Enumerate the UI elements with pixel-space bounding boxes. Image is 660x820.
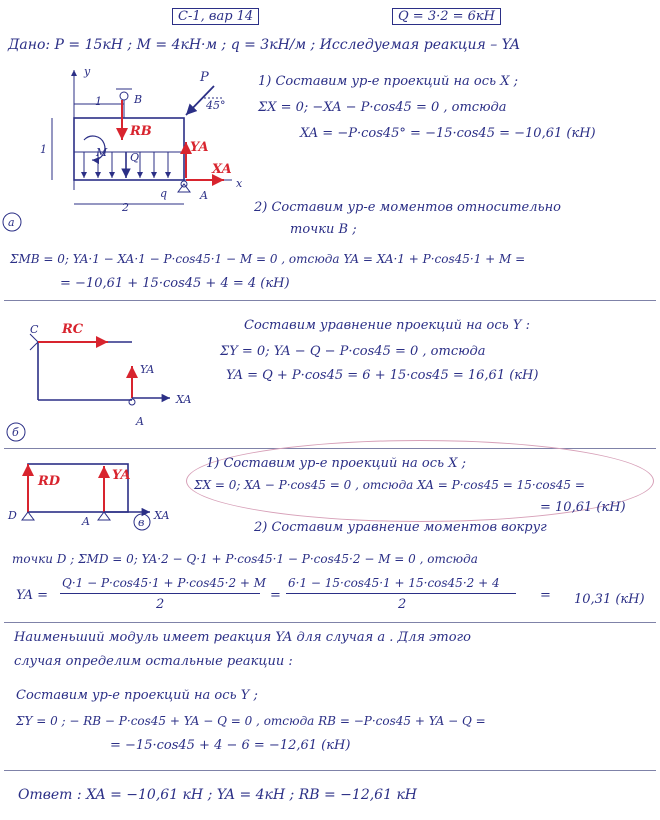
load-q-label: Q bbox=[130, 151, 140, 164]
case-c-step1-eq2: = 10,61 (кН) bbox=[540, 500, 626, 515]
point-a-c-label: A bbox=[82, 515, 90, 528]
point-c-label: C bbox=[30, 323, 39, 336]
load-qq-label: q bbox=[160, 187, 168, 200]
q-calculation: Q = 3·2 = 6кН bbox=[392, 8, 501, 25]
case-c-label: в bbox=[138, 516, 145, 529]
reaction-rb-label: RB bbox=[130, 124, 152, 139]
fraction-1-denominator: 2 bbox=[156, 597, 165, 612]
case-c-result: 10,31 (кН) bbox=[574, 592, 645, 607]
equals-sign-1: = bbox=[270, 588, 281, 603]
case-a-step1-title: 1) Составим ур-е проекций на ось X ; bbox=[258, 74, 518, 89]
fraction-2-denominator: 2 bbox=[398, 597, 407, 612]
case-a-step1-eq2: XA = −P·cos45° = −15·cos45 = −10,61 (кН) bbox=[300, 126, 596, 141]
case-a-step2-title-b: точки B ; bbox=[290, 222, 357, 237]
point-b-label: B bbox=[134, 93, 143, 106]
case-b-eq2: YA = Q + P·cos45 = 6 + 15·cos45 = 16,61 (кН) bbox=[226, 368, 539, 383]
dim-top: 1 bbox=[95, 95, 102, 108]
reaction-ya-b-label: YA bbox=[140, 363, 155, 376]
point-a-label: A bbox=[200, 189, 208, 202]
case-a-step2-title: 2) Составим ур-е моментов относительно bbox=[254, 200, 561, 215]
angle-label: 45° bbox=[206, 99, 226, 112]
reaction-xa-b-label: XA bbox=[176, 393, 192, 406]
case-b-title: Составим уравнение проекций на ось Y : bbox=[244, 318, 530, 333]
conclusion-step-title: Составим ур-е проекций на ось Y ; bbox=[16, 688, 258, 703]
given-line: Дано: P = 15кН ; M = 4кН·м ; q = 3кН/м ; Исследуемая реакция – YA bbox=[8, 37, 520, 53]
axis-y-label: y bbox=[84, 65, 91, 78]
fraction-2-numerator: 6·1 − 15·cos45·1 + 15·cos45·2 + 4 bbox=[288, 576, 500, 590]
final-answer: Ответ : XA = −10,61 кН ; YA = 4кН ; RB = −12,61 кН bbox=[18, 787, 418, 803]
variant-label: С-1, вар 14 bbox=[172, 8, 259, 25]
axis-x-label: x bbox=[236, 177, 243, 190]
force-p-label: P bbox=[200, 70, 209, 85]
case-c-step1-eq1: ΣX = 0; XA − P·cos45 = 0 , отсюда XA = P·cos45 = 15·cos45 = bbox=[194, 478, 585, 492]
fraction-2-bar bbox=[286, 593, 516, 594]
reaction-xa-label: XA bbox=[212, 162, 232, 177]
fraction-1-numerator: Q·1 − P·cos45·1 + P·cos45·2 + M bbox=[62, 576, 267, 590]
point-d-label: D bbox=[8, 509, 17, 522]
reaction-ya-label: YA bbox=[190, 140, 209, 155]
case-c-step2-title: 2) Составим уравнение моментов вокруг bbox=[254, 520, 547, 535]
divider-3 bbox=[4, 622, 656, 623]
dim-bottom: 2 bbox=[122, 201, 129, 214]
reaction-xa-c-label: XA bbox=[154, 509, 170, 522]
fraction-1-bar bbox=[60, 593, 260, 594]
point-a-b-label: A bbox=[136, 415, 144, 428]
conclusion-eq-2: = −15·cos45 + 4 − 6 = −12,61 (кН) bbox=[110, 738, 351, 753]
conclusion-line-1: Наименьший модуль имеет реакция YA для случая а . Для этого bbox=[14, 630, 471, 645]
case-c-step2-eq1: точки D ; ΣMD = 0; YA·2 − Q·1 + P·cos45·1 − P·cos45·2 − M = 0 , отсюда bbox=[12, 552, 478, 566]
dim-left: 1 bbox=[40, 143, 47, 156]
case-c-step1-title: 1) Составим ур-е проекций на ось X ; bbox=[206, 456, 466, 471]
reaction-ya-c-label: YA bbox=[112, 468, 131, 483]
conclusion-eq-1: ΣY = 0 ; − RB − P·cos45 + YA − Q = 0 , отсюда RB = −P·cos45 + YA − Q = bbox=[16, 714, 486, 728]
reaction-rc-label: RC bbox=[62, 322, 84, 337]
case-b-eq1: ΣY = 0; YA − Q − P·cos45 = 0 , отсюда bbox=[220, 344, 486, 359]
conclusion-line-2: случая определим остальные реакции : bbox=[14, 654, 293, 669]
divider-4 bbox=[4, 770, 656, 771]
case-a-step1-eq1: ΣX = 0; −XA − P·cos45 = 0 , отсюда bbox=[258, 100, 507, 115]
moment-label: M bbox=[96, 146, 108, 159]
ya-prefix: YA = bbox=[16, 588, 48, 603]
case-a-label: а bbox=[8, 216, 15, 229]
case-a-step2-eq2: = −10,61 + 15·cos45 + 4 = 4 (кН) bbox=[60, 276, 290, 291]
equals-sign-2: = bbox=[540, 588, 551, 603]
reaction-rd-label: RD bbox=[38, 474, 61, 489]
case-a-step2-eq1: ΣMB = 0; YA·1 − XA·1 − P·cos45·1 − M = 0 , отсюда YA = XA·1 + P·cos45·1 + M = bbox=[10, 252, 526, 266]
case-b-label: б bbox=[12, 426, 19, 439]
